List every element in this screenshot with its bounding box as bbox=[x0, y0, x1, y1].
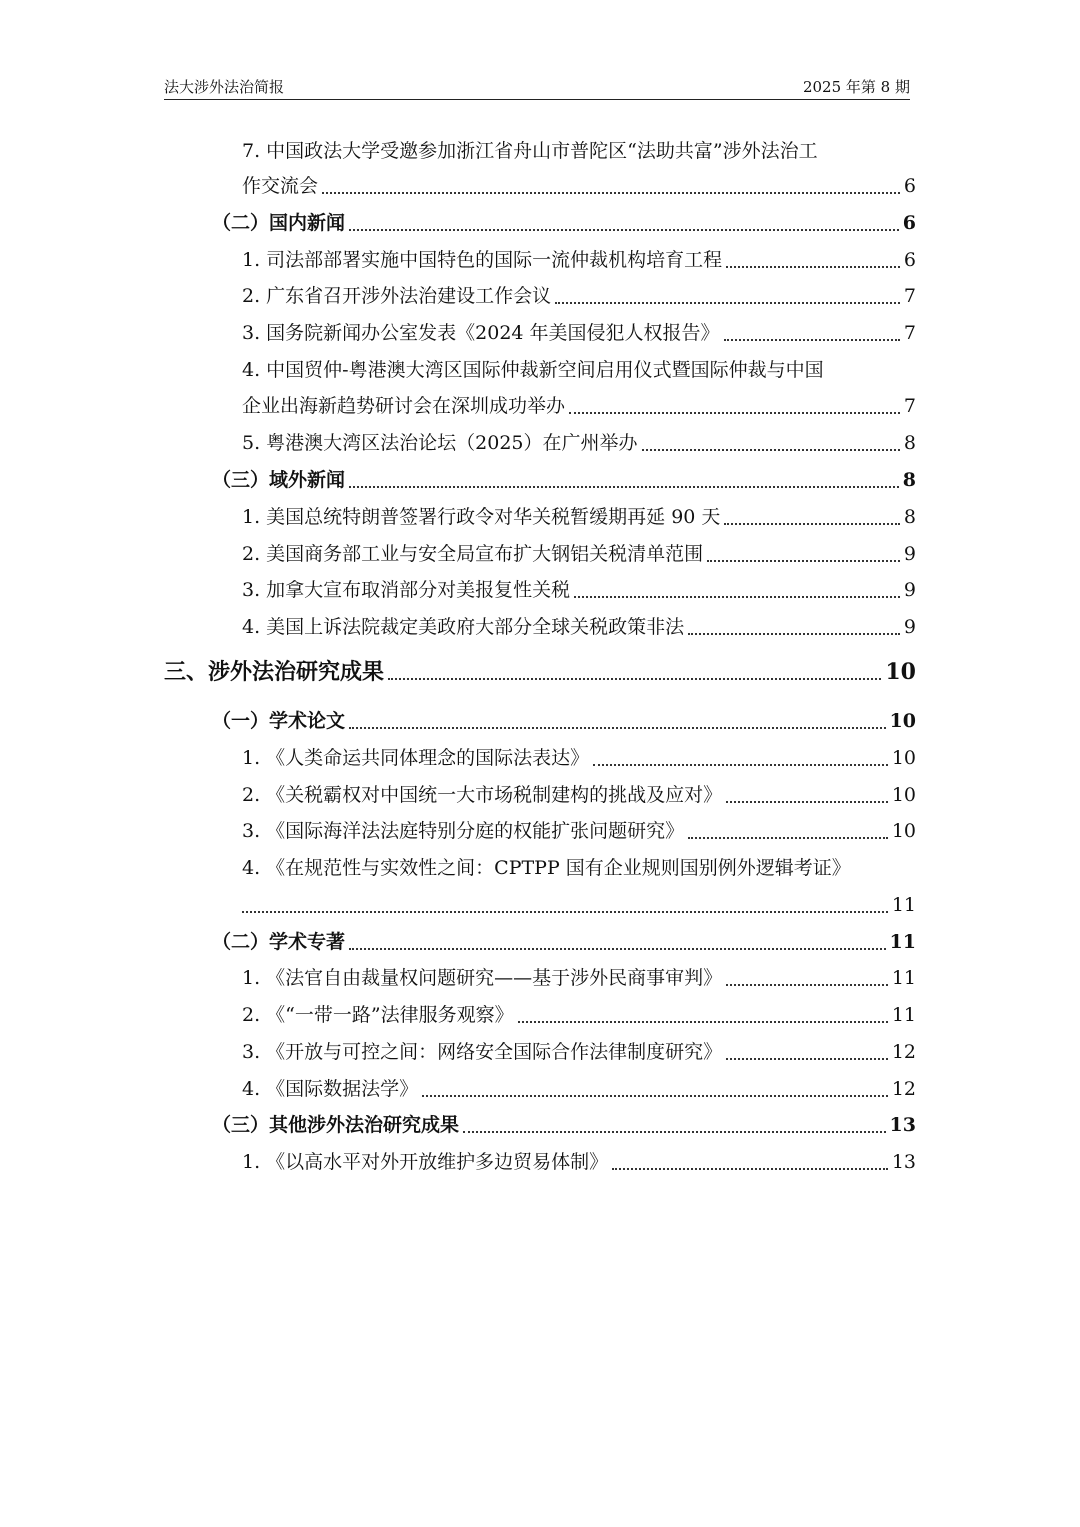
toc-entry[interactable] bbox=[242, 319, 916, 347]
toc-entry[interactable] bbox=[242, 891, 916, 919]
toc-entry-text: 1. 司法部部署实施中国特色的国际一流仲裁机构培育工程 bbox=[242, 249, 723, 271]
toc-leader-dots bbox=[569, 394, 900, 414]
toc-leader-dots bbox=[518, 1003, 888, 1023]
toc-leader-dots bbox=[688, 819, 888, 839]
header-publication-title: 法大涉外法治简报 bbox=[164, 78, 285, 96]
toc-page-number: 8 bbox=[903, 432, 916, 454]
toc-leader-dots bbox=[726, 1040, 888, 1060]
toc-leader-dots bbox=[349, 709, 886, 729]
toc-leader-dots bbox=[322, 174, 900, 194]
toc-leader-dots bbox=[349, 211, 899, 231]
toc-page-number: 10 bbox=[889, 710, 916, 732]
toc-entry-text: （三）其他涉外法治研究成果 bbox=[212, 1114, 460, 1136]
toc-page-number: 8 bbox=[903, 506, 916, 528]
toc-entry[interactable] bbox=[242, 613, 916, 641]
toc-entry-text: 7. 中国政法大学受邀参加浙江省舟山市普陀区“法助共富”涉外法治工 bbox=[242, 140, 818, 162]
toc-entry[interactable] bbox=[242, 429, 916, 457]
toc-leader-dots bbox=[349, 468, 899, 488]
toc-leader-dots bbox=[612, 1150, 888, 1170]
toc-entry-text: 2. 广东省召开涉外法治建设工作会议 bbox=[242, 285, 552, 307]
toc-section[interactable] bbox=[212, 707, 916, 735]
toc-leader-dots bbox=[726, 783, 888, 803]
toc-leader-dots bbox=[726, 966, 888, 986]
toc-entry-text: 4. 《在规范性与实效性之间：CPTPP 国有企业规则国别例外逻辑考证》 bbox=[242, 857, 851, 879]
toc-page-number: 9 bbox=[903, 579, 916, 601]
toc-entry-text: （三）域外新闻 bbox=[212, 469, 346, 491]
toc-leader-dots bbox=[724, 321, 900, 341]
toc-page-number: 6 bbox=[903, 249, 916, 271]
toc-entry[interactable] bbox=[242, 576, 916, 604]
toc-entry-text: 2. 美国商务部工业与安全局宣布扩大钢铝关税清单范围 bbox=[242, 543, 704, 565]
toc-entry-text: 作交流会 bbox=[242, 175, 319, 197]
toc-entry-text: （二）学术专著 bbox=[212, 931, 346, 953]
toc-page-number: 11 bbox=[891, 967, 916, 989]
toc-section[interactable] bbox=[212, 466, 916, 494]
toc-leader-dots bbox=[555, 284, 900, 304]
toc-section[interactable] bbox=[212, 209, 916, 237]
toc-page-number: 7 bbox=[903, 322, 916, 344]
toc-entry[interactable] bbox=[242, 1148, 916, 1176]
toc-entry[interactable] bbox=[242, 282, 916, 310]
toc-entry[interactable] bbox=[242, 817, 916, 845]
toc-page-number: 10 bbox=[885, 659, 916, 685]
toc-chapter[interactable] bbox=[164, 658, 916, 686]
toc-leader-dots bbox=[724, 505, 899, 525]
toc-entry-text: 4. 《国际数据法学》 bbox=[242, 1078, 419, 1100]
toc-entry-text: 2. 《“一带一路”法律服务观察》 bbox=[242, 1004, 514, 1026]
toc-entry-text: 3. 《国际海洋法法庭特别分庭的权能扩张问题研究》 bbox=[242, 820, 685, 842]
toc-page-number: 10 bbox=[891, 747, 916, 769]
toc-page-number: 9 bbox=[903, 616, 916, 638]
toc-entry-text: 1. 《以高水平对外开放维护多边贸易体制》 bbox=[242, 1151, 609, 1173]
toc-entry[interactable] bbox=[242, 1075, 916, 1103]
toc-page-number: 11 bbox=[891, 894, 916, 916]
toc-entry[interactable] bbox=[242, 1038, 916, 1066]
toc-leader-dots bbox=[242, 893, 888, 913]
toc-leader-dots bbox=[707, 542, 900, 562]
toc-entry-text: 4. 美国上诉法院裁定美政府大部分全球关税政策非法 bbox=[242, 616, 685, 638]
toc-entry[interactable] bbox=[242, 503, 916, 531]
toc-entry-text: 2. 《关税霸权对中国统一大市场税制建构的挑战及应对》 bbox=[242, 784, 723, 806]
toc-page-number: 11 bbox=[891, 1004, 916, 1026]
toc-page-number: 8 bbox=[902, 469, 916, 491]
toc-entry[interactable] bbox=[242, 392, 916, 420]
toc-entry-text: 3. 《开放与可控之间：网络安全国际合作法律制度研究》 bbox=[242, 1041, 723, 1063]
toc-entry-text: 1. 《法官自由裁量权问题研究——基于涉外民商事审判》 bbox=[242, 967, 723, 989]
page-header bbox=[164, 77, 910, 100]
toc-entry[interactable] bbox=[242, 744, 916, 772]
toc-page-number: 9 bbox=[903, 543, 916, 565]
toc-entry-text: （二）国内新闻 bbox=[212, 212, 346, 234]
toc-entry-text: 1. 《人类命运共同体理念的国际法表达》 bbox=[242, 747, 590, 769]
toc-entry-text: 企业出海新趋势研讨会在深圳成功举办 bbox=[242, 395, 566, 417]
toc-leader-dots bbox=[574, 578, 900, 598]
toc-entry-text: 3. 加拿大宣布取消部分对美报复性关税 bbox=[242, 579, 571, 601]
toc-leader-dots bbox=[422, 1077, 888, 1097]
header-issue-number: 2025 年第 8 期 bbox=[802, 78, 910, 96]
toc-entry[interactable] bbox=[242, 172, 916, 200]
toc-page-number: 11 bbox=[889, 931, 916, 953]
toc-page-number: 6 bbox=[902, 212, 916, 234]
toc-page-number: 12 bbox=[891, 1041, 916, 1063]
toc-leader-dots bbox=[688, 615, 900, 635]
toc-entry[interactable] bbox=[242, 964, 916, 992]
toc-page-number: 6 bbox=[903, 175, 916, 197]
toc-entry-text: 5. 粤港澳大湾区法治论坛（2025）在广州举办 bbox=[242, 432, 638, 454]
toc-section[interactable] bbox=[212, 1111, 916, 1139]
toc-leader-dots bbox=[463, 1113, 886, 1133]
toc-leader-dots bbox=[642, 431, 900, 451]
toc-entry-text: （一）学术论文 bbox=[212, 710, 346, 732]
toc-leader-dots bbox=[388, 660, 881, 680]
toc-page-number: 13 bbox=[889, 1114, 916, 1136]
toc-entry-text: 4. 中国贸仲-粤港澳大湾区国际仲裁新空间启用仪式暨国际仲裁与中国 bbox=[242, 359, 824, 381]
toc-leader-dots bbox=[593, 746, 888, 766]
toc-entry-text: 1. 美国总统特朗普签署行政令对华关税暂缓期再延 90 天 bbox=[242, 506, 721, 528]
toc-page-number: 7 bbox=[903, 285, 916, 307]
toc-page-number: 12 bbox=[891, 1078, 916, 1100]
toc-leader-dots bbox=[726, 248, 900, 268]
toc-page-number: 10 bbox=[891, 784, 916, 806]
toc-page-number: 7 bbox=[903, 395, 916, 417]
toc-entry-text: 3. 国务院新闻办公室发表《2024 年美国侵犯人权报告》 bbox=[242, 322, 720, 344]
toc-entry[interactable] bbox=[242, 1001, 916, 1029]
toc-page-number: 13 bbox=[891, 1151, 916, 1173]
toc-entry[interactable] bbox=[242, 781, 916, 809]
toc-section[interactable] bbox=[212, 928, 916, 956]
toc-entry[interactable] bbox=[242, 246, 916, 274]
toc-page-number: 10 bbox=[891, 820, 916, 842]
toc-entry-text: 三、涉外法治研究成果 bbox=[164, 659, 385, 685]
toc-leader-dots bbox=[349, 930, 886, 950]
toc-entry[interactable] bbox=[242, 540, 916, 568]
